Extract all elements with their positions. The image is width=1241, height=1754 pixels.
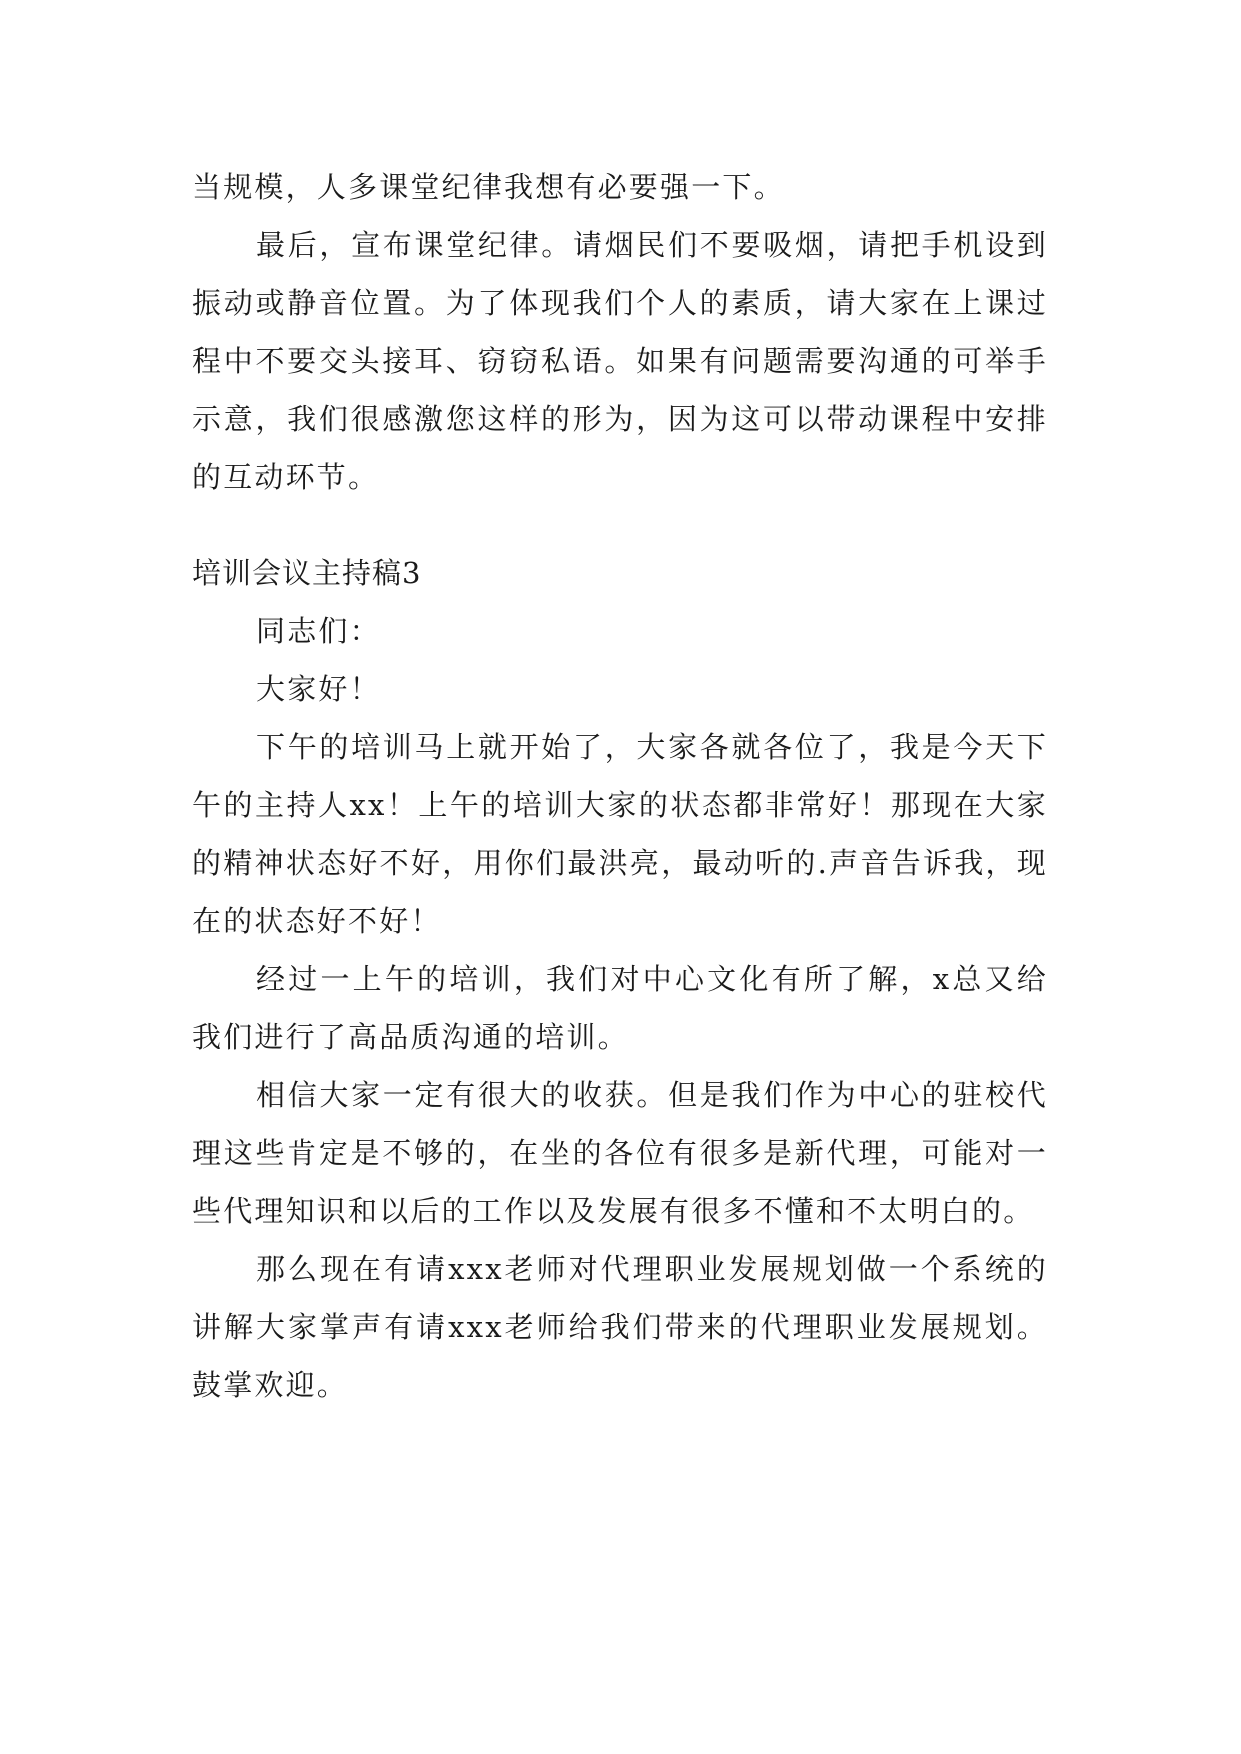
paragraph: 最后，宣布课堂纪律。请烟民们不要吸烟，请把手机设到振动或静音位置。为了体现我们个人的素质，请大家在上课过程中不要交头接耳、窃窃私语。如果有问题需要沟通的可举手示意，我们很感激您这样的形为，因为这可以带动课程中安排的互动环节。 (192, 228, 1048, 494)
paragraph: 相信大家一定有很大的收获。但是我们作为中心的驻校代理这些肯定是不够的，在坐的各位有很多是新代理，可能对一些代理知识和以后的工作以及发展有很多不懂和不太明白的。 (192, 1078, 1048, 1228)
document-body (192, 158, 1048, 1414)
paragraph: 下午的培训马上就开始了，大家各就各位了，我是今天下午的主持人xx！上午的培训大家的状态都非常好！那现在大家的精神状态好不好，用你们最洪亮，最动听的.声音告诉我，现在的状态好不好！ (192, 730, 1048, 938)
salutation: 同志们： (256, 614, 381, 648)
greeting: 大家好！ (256, 672, 381, 706)
paragraph: 当规模，人多课堂纪律我想有必要强一下。 (192, 170, 785, 204)
section-title: 培训会议主持稿3 (192, 556, 422, 590)
paragraph: 经过一上午的培训，我们对中心文化有所了解，x总又给我们进行了高品质沟通的培训。 (192, 962, 1048, 1054)
paragraph: 那么现在有请xxx老师对代理职业发展规划做一个系统的讲解大家掌声有请xxx老师给我们带来的代理职业发展规划。鼓掌欢迎。 (192, 1252, 1048, 1402)
